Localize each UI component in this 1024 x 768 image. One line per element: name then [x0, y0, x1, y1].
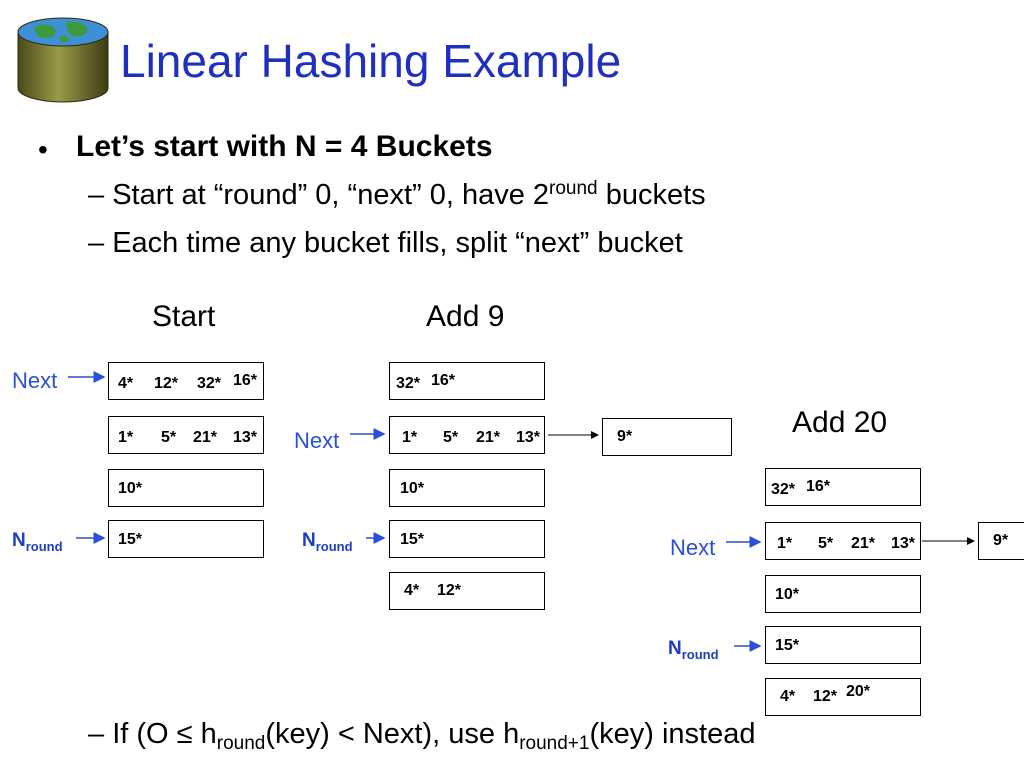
- bucket: [108, 416, 264, 454]
- bucket-entry: 12*: [154, 375, 179, 392]
- sub-bullet-text: Start at “round” 0, “next” 0, have 2: [112, 179, 550, 211]
- bucket-entry: 16*: [806, 478, 831, 495]
- bucket: [765, 678, 921, 716]
- bucket: [765, 468, 921, 506]
- bucket-entry: 20*: [846, 683, 871, 700]
- bucket: [389, 362, 545, 400]
- bucket-entry: 16*: [431, 372, 456, 389]
- bucket-entry: 1*: [402, 429, 418, 446]
- superscript: round: [549, 178, 598, 199]
- overflow-page: [602, 418, 732, 456]
- bucket: [765, 575, 921, 613]
- n-letter: N: [12, 530, 26, 551]
- bucket: [765, 522, 921, 560]
- bucket-entry: 32*: [396, 375, 421, 392]
- bucket: [765, 626, 921, 664]
- n-subscript: round: [315, 539, 353, 554]
- bucket-entry: 10*: [118, 480, 143, 497]
- bucket-entry: 15*: [118, 531, 143, 548]
- sub-bullet-text: buckets: [597, 179, 706, 211]
- bucket-entry: 21*: [193, 429, 218, 446]
- bucket: [389, 416, 545, 454]
- bullet-marker: •: [38, 134, 48, 165]
- bucket-entry: 5*: [161, 429, 177, 446]
- add9-title: Add 9: [426, 300, 505, 333]
- sub-bullet-text: (key) instead: [589, 718, 756, 750]
- bucket-entry: 4*: [118, 375, 134, 392]
- bucket-entry: 21*: [476, 429, 501, 446]
- subscript: round: [216, 733, 266, 754]
- subscript: round+1: [519, 733, 590, 754]
- sub-bullet-text: Each time any bucket fills, split “next” bucket: [112, 227, 683, 259]
- database-globe-icon: [14, 14, 112, 104]
- add20-title: Add 20: [792, 406, 888, 439]
- bucket-entry: 5*: [443, 429, 459, 446]
- bucket-entry: 13*: [516, 429, 541, 446]
- bucket-entry: 12*: [813, 688, 838, 705]
- bucket-entry: 15*: [775, 637, 800, 654]
- main-bullet: Let’s start with N = 4 Buckets: [76, 130, 493, 163]
- bucket-entry: 13*: [891, 535, 916, 552]
- bucket: [108, 469, 264, 507]
- bucket: [389, 520, 545, 558]
- bucket-entry: 16*: [233, 372, 258, 389]
- sub-bullet-text: If (O ≤ h: [112, 718, 217, 750]
- sub-bullet-text: (key) < Next), use h: [265, 718, 520, 750]
- bucket-entry: 15*: [400, 531, 425, 548]
- nround-label: [668, 638, 719, 662]
- dash: –: [88, 227, 105, 259]
- n-letter: N: [302, 530, 316, 551]
- bucket-entry: 10*: [400, 480, 425, 497]
- bucket-entry: 12*: [437, 582, 462, 599]
- bucket: [389, 572, 545, 610]
- bucket-entry: 32*: [771, 481, 796, 498]
- bucket: [389, 469, 545, 507]
- n-letter: N: [668, 638, 682, 659]
- n-subscript: round: [681, 647, 719, 662]
- sub-bullet-start: [88, 178, 706, 212]
- nround-label: [12, 530, 63, 554]
- slide-title: Linear Hashing Example: [120, 35, 622, 87]
- n-subscript: round: [25, 539, 63, 554]
- bucket-entry: 21*: [851, 535, 876, 552]
- sub-bullet-split: [88, 227, 683, 260]
- bucket-entry: 10*: [775, 586, 800, 603]
- start-title: Start: [152, 300, 216, 333]
- next-pointer-label: Next: [670, 535, 716, 560]
- sub-bullet-rule: [88, 718, 755, 755]
- next-pointer-label: Next: [12, 368, 58, 393]
- next-pointer-label: Next: [294, 428, 340, 453]
- bucket-entry: 5*: [818, 535, 834, 552]
- bucket: [108, 520, 264, 558]
- dash: –: [88, 718, 105, 750]
- bucket-entry: 32*: [197, 375, 222, 392]
- bucket-entry: 4*: [780, 688, 796, 705]
- bucket: [108, 362, 264, 400]
- nround-label: [302, 530, 353, 554]
- bucket-entry: 1*: [118, 429, 134, 446]
- bucket-entry: 1*: [777, 535, 793, 552]
- bucket-entry: 9*: [617, 428, 633, 445]
- bucket-entry: 4*: [404, 582, 420, 599]
- bucket-entry: 9*: [993, 532, 1009, 549]
- bucket-entry: 13*: [233, 429, 258, 446]
- dash: –: [88, 179, 105, 211]
- overflow-page: [978, 522, 1024, 560]
